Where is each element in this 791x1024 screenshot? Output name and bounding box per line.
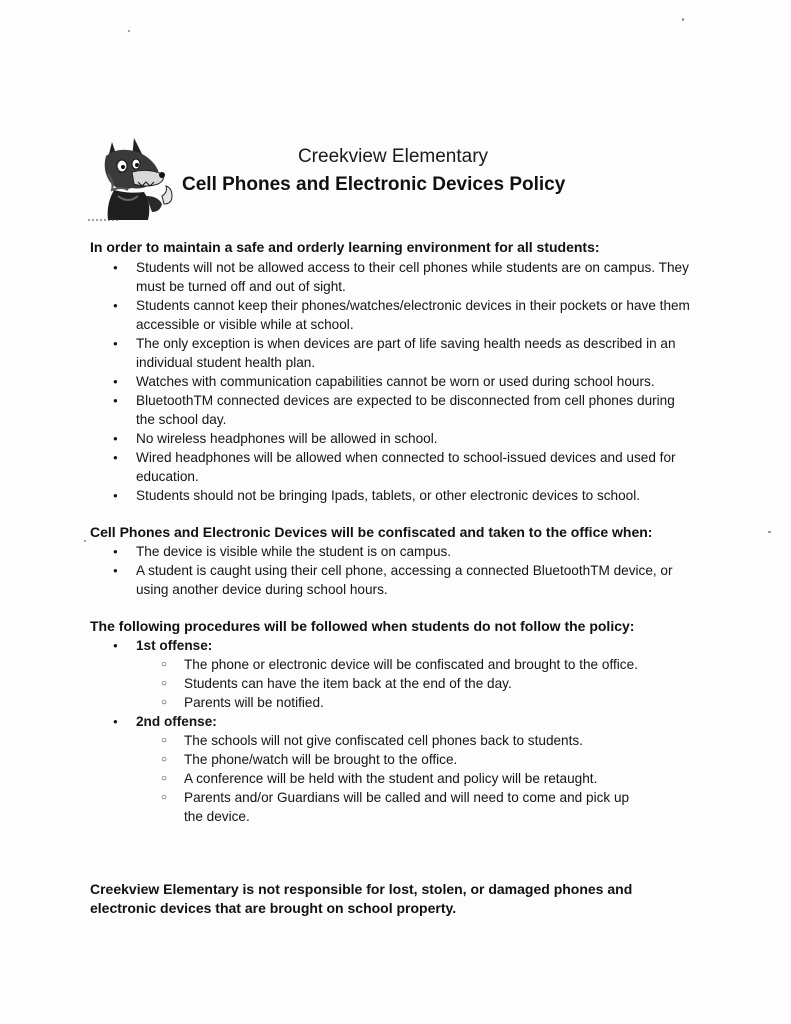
list-item: ○ The schools will not give confiscated cell phones back to students. [136, 731, 644, 750]
list-item: ○ Parents and/or Guardians will be called and will need to come and pick up the device. [136, 788, 644, 826]
section-heading-procedures: The following procedures will be followed when students do not follow the policy: [90, 618, 635, 634]
list-item: ● A student is caught using their cell phone, accessing a connected BluetoothTM device, or using another device during school hours. [0, 561, 696, 599]
list-item: ○ Parents will be notified. [136, 693, 644, 712]
section-heading-confiscation: Cell Phones and Electronic Devices will be confiscated and taken to the office when: [90, 524, 653, 540]
offense-item-first [0, 636, 696, 712]
list-item: ● Watches with communication capabilities cannot be worn or used during school hours. [0, 372, 696, 391]
list-item: ○ A conference will be held with the student and policy will be retaught. [136, 769, 644, 788]
confiscation-conditions-list [0, 542, 696, 599]
policy-title: Cell Phones and Electronic Devices Policy [182, 174, 566, 195]
offense-steps-list [136, 655, 696, 712]
scan-speck [128, 30, 130, 32]
list-item: ○ The phone or electronic device will be confiscated and brought to the office. [136, 655, 644, 674]
list-item: ● BluetoothTM connected devices are expected to be disconnected from cell phones during the school day. [0, 391, 696, 429]
section-heading-environment: In order to maintain a safe and orderly learning environment for all students: [90, 239, 600, 255]
list-item: ● The only exception is when devices are part of life saving health needs as described in an individual student health plan. [0, 334, 696, 372]
offense-procedures-list [0, 636, 696, 826]
environment-rules-list [0, 258, 696, 505]
offense-item-second [0, 712, 696, 826]
list-item: ○ The phone/watch will be brought to the office. [136, 750, 644, 769]
list-item: ○ Students can have the item back at the end of the day. [136, 674, 644, 693]
list-item: ● No wireless headphones will be allowed in school. [0, 429, 696, 448]
scan-speck [84, 540, 86, 542]
offense-label: 1st offense: [136, 638, 213, 653]
offense-label: 2nd offense: [136, 714, 217, 729]
list-item: ● Students cannot keep their phones/watches/electronic devices in their pockets or have them accessible or visible while at school. [0, 296, 696, 334]
offense-steps-list [136, 731, 696, 826]
liability-disclaimer: Creekview Elementary is not responsible for lost, stolen, or damaged phones and electronic devices that are brought on school property. [90, 881, 633, 916]
list-item: ● Wired headphones will be allowed when connected to school-issued devices and used for education. [0, 448, 696, 486]
list-item: ● The device is visible while the student is on campus. [0, 542, 696, 561]
scan-speck [768, 531, 771, 533]
school-name-title: Creekview Elementary [297, 146, 489, 167]
list-item: ● Students should not be bringing Ipads, tablets, or other electronic devices to school. [0, 486, 696, 505]
list-item: ● Students will not be allowed access to their cell phones while students are on campus. They must be turned off and out of sight. [0, 258, 696, 296]
scan-speck [682, 18, 684, 21]
